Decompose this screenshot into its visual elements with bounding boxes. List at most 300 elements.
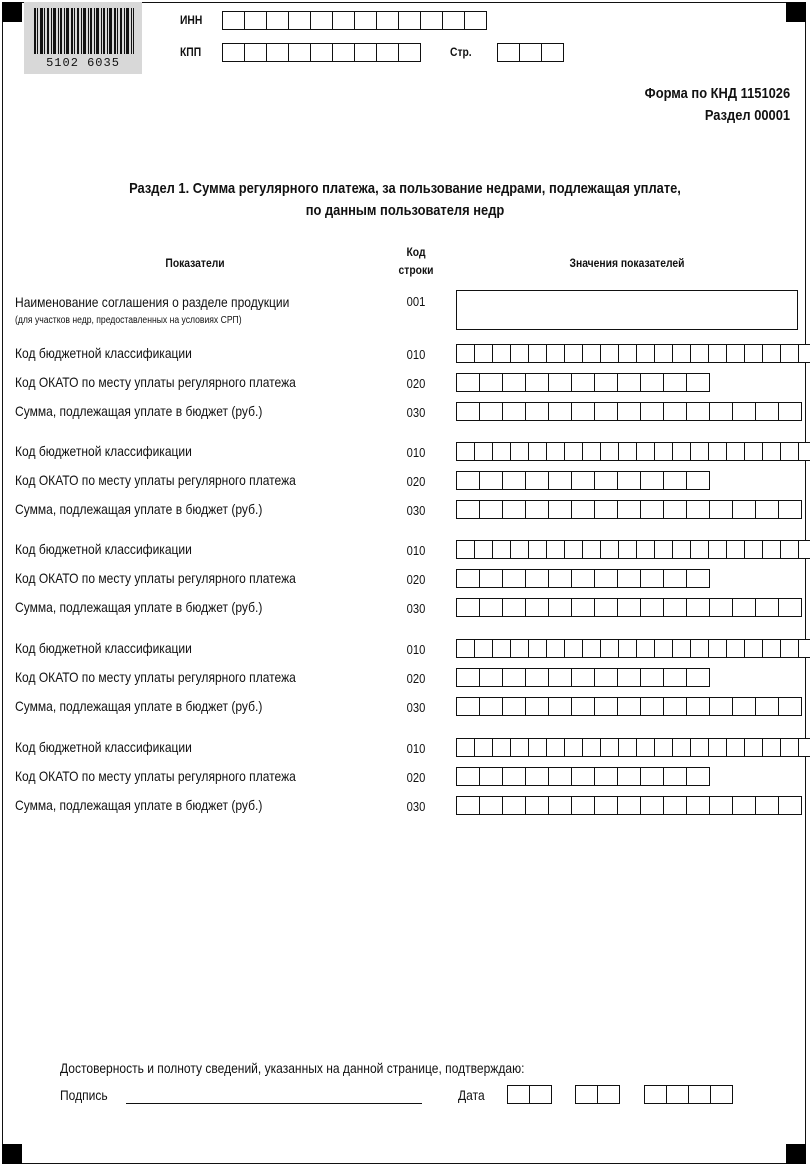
kbk-cell[interactable] xyxy=(492,540,511,559)
okato-cell[interactable] xyxy=(617,373,641,392)
inn-cell[interactable] xyxy=(398,11,421,30)
okato-cell[interactable] xyxy=(479,471,503,490)
barcode-bars xyxy=(34,8,134,54)
okato-cell[interactable] xyxy=(686,569,710,588)
sum-cell[interactable] xyxy=(732,697,756,716)
sum-cell[interactable] xyxy=(456,500,480,519)
sum-cell[interactable] xyxy=(686,697,710,716)
sum-cell[interactable] xyxy=(755,500,779,519)
sum-cell[interactable] xyxy=(640,500,664,519)
okato-cell[interactable] xyxy=(617,767,641,786)
kbk-cell[interactable] xyxy=(744,738,763,757)
sum-cell[interactable] xyxy=(502,500,526,519)
sum-cell[interactable] xyxy=(525,796,549,815)
inn-field[interactable] xyxy=(222,11,486,30)
kbk-cell[interactable] xyxy=(726,442,745,461)
sum-cell[interactable] xyxy=(709,598,733,617)
inn-cell[interactable] xyxy=(244,11,267,30)
sum-cell[interactable] xyxy=(732,598,756,617)
kpp-cell[interactable] xyxy=(266,43,289,62)
okato-label: Код ОКАТО по месту уплаты регулярного платежа xyxy=(15,472,296,488)
okato-cell[interactable] xyxy=(640,471,664,490)
sum-cell[interactable] xyxy=(640,697,664,716)
sum-cell[interactable] xyxy=(640,402,664,421)
okato-cell[interactable] xyxy=(571,767,595,786)
kbk-cell[interactable] xyxy=(654,442,673,461)
kbk-cell[interactable] xyxy=(456,344,475,363)
okato-cell[interactable] xyxy=(502,767,526,786)
okato-cell[interactable] xyxy=(686,373,710,392)
date-month-cell[interactable] xyxy=(597,1085,620,1104)
sum-cell[interactable] xyxy=(732,402,756,421)
kbk-cell[interactable] xyxy=(762,540,781,559)
kbk-cell[interactable] xyxy=(690,442,709,461)
kbk-cell[interactable] xyxy=(510,639,529,658)
date-year-cell[interactable] xyxy=(644,1085,667,1104)
sum-cell[interactable] xyxy=(502,697,526,716)
kbk-cell[interactable] xyxy=(474,540,493,559)
kbk-cell[interactable] xyxy=(600,738,619,757)
okato-field[interactable] xyxy=(456,569,709,588)
page-cell[interactable] xyxy=(497,43,520,62)
okato-cell[interactable] xyxy=(502,373,526,392)
kbk-cell[interactable] xyxy=(582,540,601,559)
kbk-cell[interactable] xyxy=(726,738,745,757)
okato-cell[interactable] xyxy=(663,471,687,490)
sum-cell[interactable] xyxy=(732,500,756,519)
sum-cell[interactable] xyxy=(502,402,526,421)
kbk-cell[interactable] xyxy=(762,738,781,757)
sum-cell[interactable] xyxy=(479,500,503,519)
okato-cell[interactable] xyxy=(479,569,503,588)
kbk-cell[interactable] xyxy=(780,344,799,363)
kbk-cell[interactable] xyxy=(690,540,709,559)
inn-cell[interactable] xyxy=(354,11,377,30)
sum-cell[interactable] xyxy=(594,500,618,519)
inn-cell[interactable] xyxy=(376,11,399,30)
okato-cell[interactable] xyxy=(686,668,710,687)
kbk-field[interactable] xyxy=(456,442,810,461)
kbk-cell[interactable] xyxy=(744,540,763,559)
sum-cell[interactable] xyxy=(709,796,733,815)
okato-cell[interactable] xyxy=(640,668,664,687)
sum-cell[interactable] xyxy=(709,500,733,519)
kbk-cell[interactable] xyxy=(636,540,655,559)
kbk-cell[interactable] xyxy=(708,540,727,559)
kbk-cell[interactable] xyxy=(708,344,727,363)
okato-cell[interactable] xyxy=(548,471,572,490)
sum-cell[interactable] xyxy=(571,796,595,815)
date-day-cell[interactable] xyxy=(529,1085,552,1104)
inn-cell[interactable] xyxy=(288,11,311,30)
kbk-cell[interactable] xyxy=(600,344,619,363)
kbk-cell[interactable] xyxy=(474,442,493,461)
okato-cell[interactable] xyxy=(594,373,618,392)
date-day-cell[interactable] xyxy=(507,1085,530,1104)
sum-cell[interactable] xyxy=(640,796,664,815)
kbk-cell[interactable] xyxy=(456,639,475,658)
kbk-cell[interactable] xyxy=(636,738,655,757)
okato-cell[interactable] xyxy=(479,668,503,687)
okato-cell[interactable] xyxy=(617,471,641,490)
kbk-cell[interactable] xyxy=(618,344,637,363)
kbk-cell[interactable] xyxy=(672,442,691,461)
date-year-cell[interactable] xyxy=(688,1085,711,1104)
okato-cell[interactable] xyxy=(663,767,687,786)
sum-field[interactable] xyxy=(456,697,801,716)
kbk-cell[interactable] xyxy=(798,540,810,559)
okato-cell[interactable] xyxy=(640,767,664,786)
kbk-cell[interactable] xyxy=(564,344,583,363)
sum-cell[interactable] xyxy=(548,697,572,716)
kbk-cell[interactable] xyxy=(726,344,745,363)
kbk-cell[interactable] xyxy=(564,639,583,658)
kbk-cell[interactable] xyxy=(564,540,583,559)
kpp-cell[interactable] xyxy=(222,43,245,62)
kbk-cell[interactable] xyxy=(726,540,745,559)
sum-row-code: 030 xyxy=(406,799,426,814)
okato-cell[interactable] xyxy=(617,668,641,687)
kbk-cell[interactable] xyxy=(690,344,709,363)
sum-cell[interactable] xyxy=(456,402,480,421)
okato-cell[interactable] xyxy=(594,569,618,588)
sum-cell[interactable] xyxy=(686,500,710,519)
kbk-cell[interactable] xyxy=(546,344,565,363)
sum-cell[interactable] xyxy=(502,598,526,617)
kbk-cell[interactable] xyxy=(654,344,673,363)
sum-cell[interactable] xyxy=(525,697,549,716)
sum-cell[interactable] xyxy=(571,697,595,716)
okato-field[interactable] xyxy=(456,668,709,687)
sum-cell[interactable] xyxy=(617,697,641,716)
okato-cell[interactable] xyxy=(686,471,710,490)
sum-field[interactable] xyxy=(456,402,801,421)
okato-cell[interactable] xyxy=(456,373,480,392)
kbk-cell[interactable] xyxy=(672,639,691,658)
kbk-cell[interactable] xyxy=(474,639,493,658)
kbk-field[interactable] xyxy=(456,738,810,757)
kbk-cell[interactable] xyxy=(492,442,511,461)
okato-cell[interactable] xyxy=(456,569,480,588)
column-header-values: Значения показателей xyxy=(569,256,685,270)
kbk-cell[interactable] xyxy=(564,738,583,757)
kbk-cell[interactable] xyxy=(528,344,547,363)
agreement-name-field[interactable] xyxy=(456,290,798,330)
kpp-cell[interactable] xyxy=(288,43,311,62)
sum-cell[interactable] xyxy=(571,598,595,617)
kbk-field[interactable] xyxy=(456,540,810,559)
kbk-cell[interactable] xyxy=(618,738,637,757)
kbk-cell[interactable] xyxy=(690,639,709,658)
sum-cell[interactable] xyxy=(617,796,641,815)
page-number-field[interactable] xyxy=(497,43,563,62)
kbk-cell[interactable] xyxy=(672,540,691,559)
kbk-cell[interactable] xyxy=(690,738,709,757)
sum-cell[interactable] xyxy=(594,796,618,815)
kbk-cell[interactable] xyxy=(636,442,655,461)
okato-cell[interactable] xyxy=(571,373,595,392)
inn-cell[interactable] xyxy=(222,11,245,30)
signature-line[interactable] xyxy=(126,1103,422,1104)
sum-cell[interactable] xyxy=(594,402,618,421)
okato-label: Код ОКАТО по месту уплаты регулярного платежа xyxy=(15,374,296,390)
sum-cell[interactable] xyxy=(548,500,572,519)
kbk-cell[interactable] xyxy=(546,540,565,559)
okato-field[interactable] xyxy=(456,373,709,392)
agreement-code: 001 xyxy=(406,294,426,309)
okato-cell[interactable] xyxy=(502,569,526,588)
page-cell[interactable] xyxy=(519,43,542,62)
okato-cell[interactable] xyxy=(686,767,710,786)
kbk-cell[interactable] xyxy=(600,639,619,658)
sum-cell[interactable] xyxy=(617,402,641,421)
kpp-cell[interactable] xyxy=(398,43,421,62)
okato-cell[interactable] xyxy=(479,767,503,786)
okato-cell[interactable] xyxy=(479,373,503,392)
kbk-cell[interactable] xyxy=(618,639,637,658)
kbk-cell[interactable] xyxy=(456,442,475,461)
date-year-cell[interactable] xyxy=(666,1085,689,1104)
kbk-cell[interactable] xyxy=(582,442,601,461)
sum-cell[interactable] xyxy=(663,500,687,519)
sum-cell[interactable] xyxy=(686,796,710,815)
inn-cell[interactable] xyxy=(310,11,333,30)
sum-row-code: 030 xyxy=(406,700,426,715)
kbk-cell[interactable] xyxy=(798,442,810,461)
okato-cell[interactable] xyxy=(640,373,664,392)
kbk-cell[interactable] xyxy=(798,738,810,757)
kbk-cell[interactable] xyxy=(582,738,601,757)
kbk-cell[interactable] xyxy=(474,344,493,363)
kbk-cell[interactable] xyxy=(708,738,727,757)
sum-cell[interactable] xyxy=(640,598,664,617)
kbk-cell[interactable] xyxy=(510,540,529,559)
kbk-label: Код бюджетной классификации xyxy=(15,739,192,755)
kpp-cell[interactable] xyxy=(244,43,267,62)
okato-field[interactable] xyxy=(456,767,709,786)
sum-cell[interactable] xyxy=(548,598,572,617)
sum-cell[interactable] xyxy=(709,402,733,421)
kbk-cell[interactable] xyxy=(456,738,475,757)
kbk-cell[interactable] xyxy=(744,344,763,363)
kpp-cell[interactable] xyxy=(354,43,377,62)
kbk-cell[interactable] xyxy=(564,442,583,461)
kbk-cell[interactable] xyxy=(546,442,565,461)
kbk-cell[interactable] xyxy=(492,344,511,363)
date-year-field[interactable] xyxy=(644,1085,732,1104)
date-day-field[interactable] xyxy=(507,1085,551,1104)
okato-cell[interactable] xyxy=(548,767,572,786)
kbk-cell[interactable] xyxy=(798,639,810,658)
sum-cell[interactable] xyxy=(525,500,549,519)
kbk-cell[interactable] xyxy=(798,344,810,363)
kbk-cell[interactable] xyxy=(618,540,637,559)
kbk-cell[interactable] xyxy=(636,639,655,658)
okato-cell[interactable] xyxy=(571,471,595,490)
okato-label: Код ОКАТО по месту уплаты регулярного платежа xyxy=(15,570,296,586)
sum-cell[interactable] xyxy=(755,598,779,617)
sum-cell[interactable] xyxy=(548,402,572,421)
sum-cell[interactable] xyxy=(502,796,526,815)
okato-cell[interactable] xyxy=(548,569,572,588)
sum-cell[interactable] xyxy=(778,796,802,815)
kbk-cell[interactable] xyxy=(780,540,799,559)
sum-cell[interactable] xyxy=(479,796,503,815)
kbk-cell[interactable] xyxy=(600,540,619,559)
kbk-cell[interactable] xyxy=(582,344,601,363)
okato-row-code: 020 xyxy=(406,376,426,391)
sum-cell[interactable] xyxy=(778,697,802,716)
kbk-cell[interactable] xyxy=(636,344,655,363)
kbk-cell[interactable] xyxy=(708,639,727,658)
sum-cell[interactable] xyxy=(755,697,779,716)
okato-cell[interactable] xyxy=(663,373,687,392)
okato-cell[interactable] xyxy=(663,668,687,687)
sum-field[interactable] xyxy=(456,500,801,519)
kbk-cell[interactable] xyxy=(744,442,763,461)
kbk-cell[interactable] xyxy=(492,639,511,658)
sum-cell[interactable] xyxy=(594,697,618,716)
sum-cell[interactable] xyxy=(686,402,710,421)
sum-cell[interactable] xyxy=(617,500,641,519)
date-year-cell[interactable] xyxy=(710,1085,733,1104)
kbk-cell[interactable] xyxy=(654,540,673,559)
kbk-cell[interactable] xyxy=(780,442,799,461)
kbk-cell[interactable] xyxy=(762,344,781,363)
kbk-cell[interactable] xyxy=(780,639,799,658)
kbk-cell[interactable] xyxy=(708,442,727,461)
okato-cell[interactable] xyxy=(525,668,549,687)
okato-cell[interactable] xyxy=(525,471,549,490)
sum-field[interactable] xyxy=(456,598,801,617)
sum-cell[interactable] xyxy=(755,796,779,815)
kbk-cell[interactable] xyxy=(654,738,673,757)
sum-cell[interactable] xyxy=(778,402,802,421)
okato-cell[interactable] xyxy=(456,471,480,490)
inn-cell[interactable] xyxy=(332,11,355,30)
sum-cell[interactable] xyxy=(732,796,756,815)
kbk-row-code: 010 xyxy=(406,741,426,756)
kbk-cell[interactable] xyxy=(726,639,745,658)
sum-cell[interactable] xyxy=(778,500,802,519)
kbk-cell[interactable] xyxy=(546,738,565,757)
kbk-cell[interactable] xyxy=(672,344,691,363)
okato-cell[interactable] xyxy=(571,569,595,588)
kbk-cell[interactable] xyxy=(546,639,565,658)
inn-cell[interactable] xyxy=(420,11,443,30)
kbk-cell[interactable] xyxy=(600,442,619,461)
okato-field[interactable] xyxy=(456,471,709,490)
kbk-cell[interactable] xyxy=(492,738,511,757)
date-month-field[interactable] xyxy=(575,1085,619,1104)
kbk-cell[interactable] xyxy=(744,639,763,658)
sum-cell[interactable] xyxy=(525,402,549,421)
sum-cell[interactable] xyxy=(456,598,480,617)
sum-field[interactable] xyxy=(456,796,801,815)
okato-cell[interactable] xyxy=(617,569,641,588)
okato-cell[interactable] xyxy=(456,668,480,687)
kbk-cell[interactable] xyxy=(618,442,637,461)
kbk-cell[interactable] xyxy=(510,738,529,757)
sum-cell[interactable] xyxy=(525,598,549,617)
page-cell[interactable] xyxy=(541,43,564,62)
kbk-cell[interactable] xyxy=(762,639,781,658)
signature-label: Подпись xyxy=(60,1087,108,1103)
okato-cell[interactable] xyxy=(548,668,572,687)
okato-cell[interactable] xyxy=(594,668,618,687)
okato-cell[interactable] xyxy=(456,767,480,786)
kbk-cell[interactable] xyxy=(672,738,691,757)
sum-cell[interactable] xyxy=(456,697,480,716)
kbk-field[interactable] xyxy=(456,639,810,658)
inn-cell[interactable] xyxy=(464,11,487,30)
okato-row-code: 020 xyxy=(406,474,426,489)
okato-cell[interactable] xyxy=(502,471,526,490)
kpp-cell[interactable] xyxy=(310,43,333,62)
sum-cell[interactable] xyxy=(663,796,687,815)
okato-cell[interactable] xyxy=(571,668,595,687)
okato-cell[interactable] xyxy=(663,569,687,588)
kbk-cell[interactable] xyxy=(510,344,529,363)
date-month-cell[interactable] xyxy=(575,1085,598,1104)
sum-cell[interactable] xyxy=(456,796,480,815)
kbk-cell[interactable] xyxy=(780,738,799,757)
sum-cell[interactable] xyxy=(479,402,503,421)
okato-cell[interactable] xyxy=(502,668,526,687)
kbk-cell[interactable] xyxy=(582,639,601,658)
okato-cell[interactable] xyxy=(548,373,572,392)
okato-cell[interactable] xyxy=(594,767,618,786)
kbk-cell[interactable] xyxy=(528,639,547,658)
sum-cell[interactable] xyxy=(617,598,641,617)
kbk-cell[interactable] xyxy=(762,442,781,461)
sum-cell[interactable] xyxy=(594,598,618,617)
sum-cell[interactable] xyxy=(686,598,710,617)
okato-cell[interactable] xyxy=(525,767,549,786)
sum-cell[interactable] xyxy=(571,500,595,519)
inn-cell[interactable] xyxy=(442,11,465,30)
sum-cell[interactable] xyxy=(663,697,687,716)
kbk-cell[interactable] xyxy=(528,442,547,461)
kpp-cell[interactable] xyxy=(332,43,355,62)
kbk-cell[interactable] xyxy=(456,540,475,559)
okato-cell[interactable] xyxy=(640,569,664,588)
inn-cell[interactable] xyxy=(266,11,289,30)
kpp-cell[interactable] xyxy=(376,43,399,62)
sum-cell[interactable] xyxy=(479,697,503,716)
kbk-cell[interactable] xyxy=(528,738,547,757)
sum-cell[interactable] xyxy=(663,402,687,421)
corner-marker-bottom-right xyxy=(786,1144,806,1164)
kbk-cell[interactable] xyxy=(654,639,673,658)
sum-cell[interactable] xyxy=(755,402,779,421)
sum-cell[interactable] xyxy=(778,598,802,617)
kbk-cell[interactable] xyxy=(528,540,547,559)
kpp-field[interactable] xyxy=(222,43,420,62)
kbk-cell[interactable] xyxy=(510,442,529,461)
okato-cell[interactable] xyxy=(525,569,549,588)
sum-label: Сумма, подлежащая уплате в бюджет (руб.) xyxy=(15,797,263,813)
sum-cell[interactable] xyxy=(479,598,503,617)
kbk-field[interactable] xyxy=(456,344,810,363)
sum-cell[interactable] xyxy=(663,598,687,617)
okato-cell[interactable] xyxy=(525,373,549,392)
sum-cell[interactable] xyxy=(571,402,595,421)
sum-cell[interactable] xyxy=(709,697,733,716)
sum-cell[interactable] xyxy=(548,796,572,815)
kbk-cell[interactable] xyxy=(474,738,493,757)
okato-cell[interactable] xyxy=(594,471,618,490)
